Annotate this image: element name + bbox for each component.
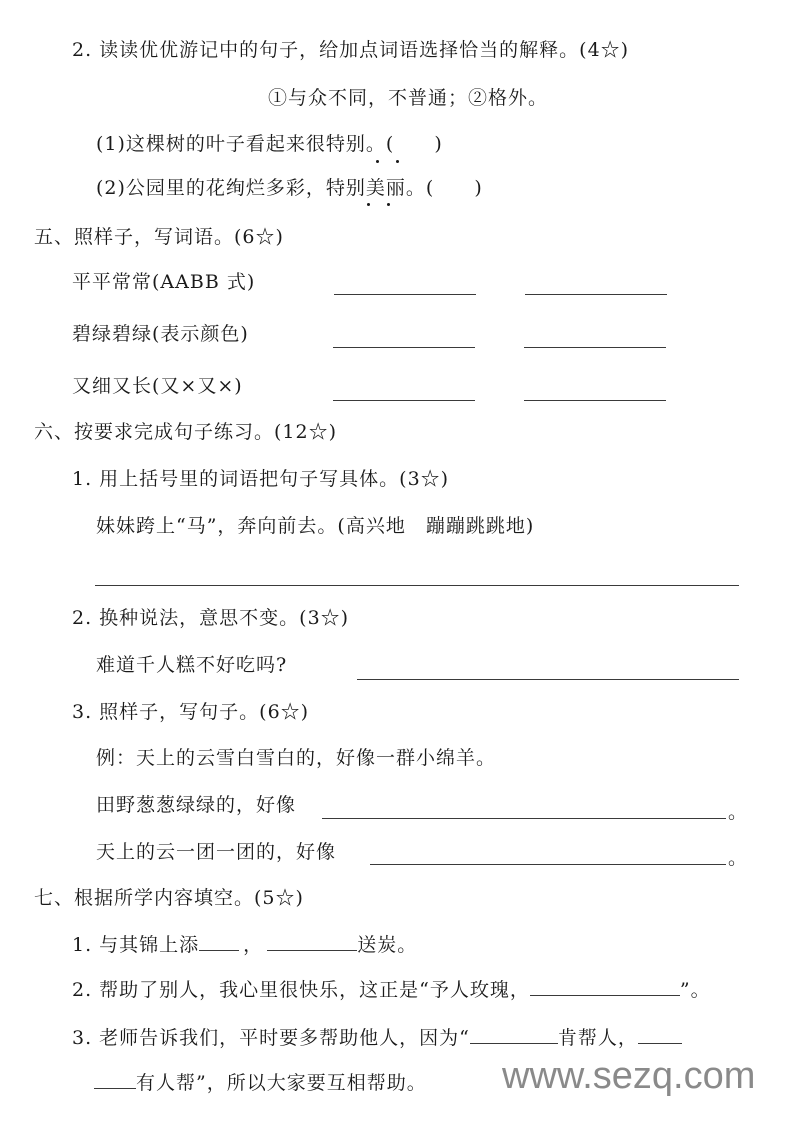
section7-q3-line2 (94, 1070, 427, 1095)
answer-blank[interactable] (94, 1070, 136, 1089)
section7-q2 (72, 977, 711, 1002)
answer-line[interactable] (370, 864, 726, 865)
section6-q1-title: 1. 用上括号里的词语把句子写具体。(3☆) (72, 468, 450, 490)
section5-row-label: 碧绿碧绿(表示颜色) (72, 323, 249, 345)
emphasis-dot (367, 203, 370, 206)
section5-title: 五、照样子，写词语。(6☆) (34, 226, 284, 248)
answer-line[interactable] (524, 400, 666, 401)
end-mark: 。 (728, 847, 749, 869)
section7-title: 七、根据所学内容填空。(5☆) (34, 887, 304, 909)
q1-prefix: 1. 与其锦上添 (72, 934, 200, 956)
watermark: www.sezq.com (502, 1055, 756, 1097)
answer-blank[interactable] (530, 977, 680, 996)
q1-suffix: 送炭。 (357, 934, 418, 956)
q3-line2-suffix: 有人帮”，所以大家要互相帮助。 (136, 1072, 427, 1094)
q3-prefix: 3. 老师告诉我们，平时要多帮助他人，因为“ (72, 1027, 470, 1049)
answer-line[interactable] (333, 347, 475, 348)
q2-prefix: 2. 帮助了别人，我心里很快乐，这正是“予人玫瑰， (72, 979, 530, 1001)
section6-q2-sentence: 难道千人糕不好吃吗? (96, 654, 288, 676)
answer-line[interactable] (322, 818, 726, 819)
section6-q2-title: 2. 换种说法，意思不变。(3☆) (72, 607, 350, 629)
section5-row-label: 平平常常(AABB 式) (72, 271, 256, 293)
section7-q3 (72, 1025, 682, 1050)
end-mark: 。 (728, 801, 749, 823)
answer-blank[interactable] (470, 1025, 558, 1044)
emphasis-dot (396, 160, 399, 163)
emphasis-dot (376, 160, 379, 163)
section6-q3-line1-prefix: 田野葱葱绿绿的，好像 (96, 794, 297, 816)
section6-q3-line2-prefix: 天上的云一团一团的，好像 (96, 841, 337, 863)
section6-q1-sentence: 妹妹跨上“马”，奔向前去。(高兴地 蹦蹦跳跳地) (96, 515, 535, 537)
answer-line[interactable] (524, 347, 666, 348)
q4-2-item-1: (1)这棵树的叶子看起来很特别。( ) (96, 133, 443, 155)
answer-line[interactable] (95, 585, 739, 586)
section7-q1 (72, 932, 417, 957)
answer-line[interactable] (525, 294, 667, 295)
section5-row-label: 又细又长(又×又×) (72, 375, 243, 397)
q1-middle: ， (243, 934, 264, 956)
answer-line[interactable] (334, 294, 476, 295)
section6-q3-title: 3. 照样子，写句子。(6☆) (72, 701, 310, 723)
answer-line[interactable] (333, 400, 475, 401)
answer-blank[interactable] (199, 932, 239, 951)
q4-2-title: 2. 读读优优游记中的句子，给加点词语选择恰当的解释。(4☆) (72, 39, 630, 61)
q4-2-item-2: (2)公园里的花绚烂多彩，特别美丽。( ) (96, 177, 483, 199)
q4-2-options: ①与众不同，不普通；②格外。 (268, 87, 549, 109)
section6-title: 六、按要求完成句子练习。(12☆) (34, 421, 338, 443)
answer-blank[interactable] (638, 1025, 682, 1044)
section6-q3-example: 例：天上的云雪白雪白的，好像一群小绵羊。 (96, 747, 497, 769)
emphasis-dot (387, 203, 390, 206)
q2-suffix: ”。 (679, 979, 711, 1001)
answer-line[interactable] (357, 679, 739, 680)
answer-blank[interactable] (267, 932, 357, 951)
q3-middle: 肯帮人， (557, 1027, 638, 1049)
